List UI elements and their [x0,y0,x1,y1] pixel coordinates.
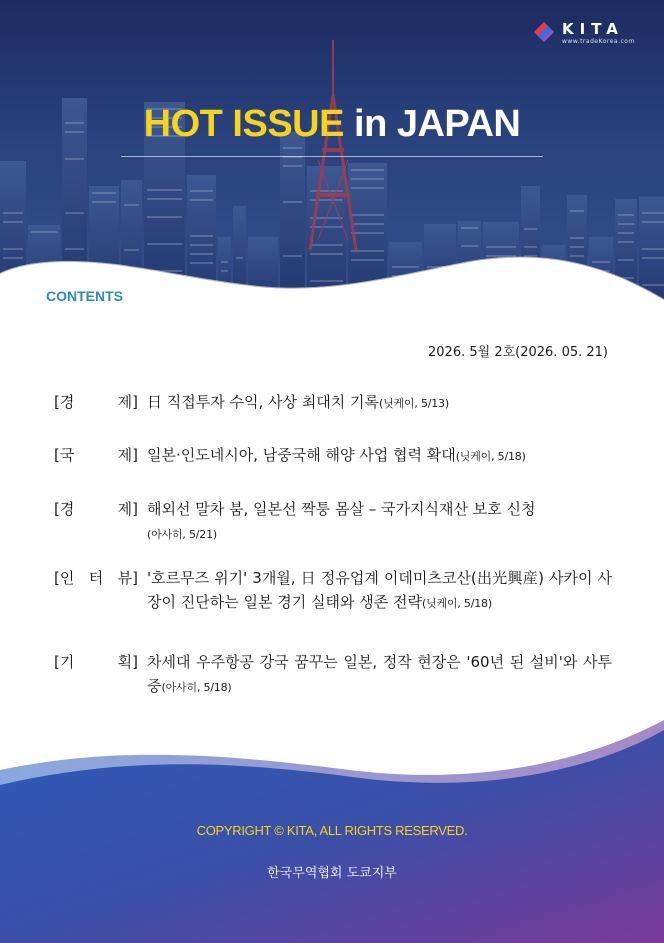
building-window [570,282,584,284]
building-window [65,266,84,268]
title-in-japan: in JAPAN [343,103,521,145]
footer-wave [0,700,664,943]
copyright-text: COPYRIGHT © KITA, ALL RIGHTS RESERVED. [196,823,468,838]
toc-source: (닛케이, 5/13) [378,397,449,410]
toc-category: [경 제] [54,500,138,518]
building-window [618,286,634,288]
organization-name: 한국무역협회 도쿄지부 [267,866,397,881]
title-divider [121,156,543,157]
building-window [570,273,584,275]
toc-category: [인 터 뷰] [54,569,138,587]
building-window [92,273,116,275]
toc-category: [경 제] [54,393,138,411]
building-window [310,289,343,291]
building-window [461,272,478,274]
issue-date: 2026. 5월 2호(2026. 05. 21) [428,345,608,360]
building-window [592,279,610,281]
toc-source: (닛케이, 5/18) [421,597,492,610]
kita-logo-icon [532,20,554,42]
toc-source: (닛케이, 5/18) [455,450,526,463]
logo-website: www.tradeKorea.com [562,38,635,45]
building-window [31,276,57,278]
toc-title: 차세대 우주항공 강국 꿈꾸는 일본, 정작 현장은 '60년 된 설비'와 사투 중(아사히, 5/18) [147,653,612,695]
building-window [147,288,182,290]
toc-title: 해외선 말차 붐, 일본선 짝퉁 몸살 – 국가지식재산 보호 신청 (아사히, 5/21) [147,500,536,541]
title-hot-issue: HOT ISSUE [143,103,344,145]
building-window [31,267,57,269]
toc-title: '호르무즈 위기' 3개월, 日 정유업계 이데미츠코산(出光興産) 사카이 사장이 진단하는 일본 경기 실태와 생존 전략(닛케이, 5/18) [147,569,612,611]
logo-text: KITA [562,20,624,38]
kita-logo [532,18,642,48]
toc-source: (아사히, 5/21) [147,528,217,541]
building-window [124,276,139,278]
building-window [351,286,384,288]
building-window [545,269,562,271]
building-window [92,282,116,284]
page-title [0,103,664,146]
toc-title: 日 직접투자 수익, 사상 최대치 기록(닛케이, 5/13) [147,393,449,411]
toc-source: (아사히, 5/18) [161,681,232,694]
toc-category: [국 제] [54,446,138,464]
building-window [124,285,139,287]
toc-category: [기 획] [54,653,138,671]
contents-heading: CONTENTS [46,288,123,304]
toc-title: 일본·인도네시아, 남중국해 해양 사업 협력 확대(닛케이, 5/18) [147,446,526,464]
